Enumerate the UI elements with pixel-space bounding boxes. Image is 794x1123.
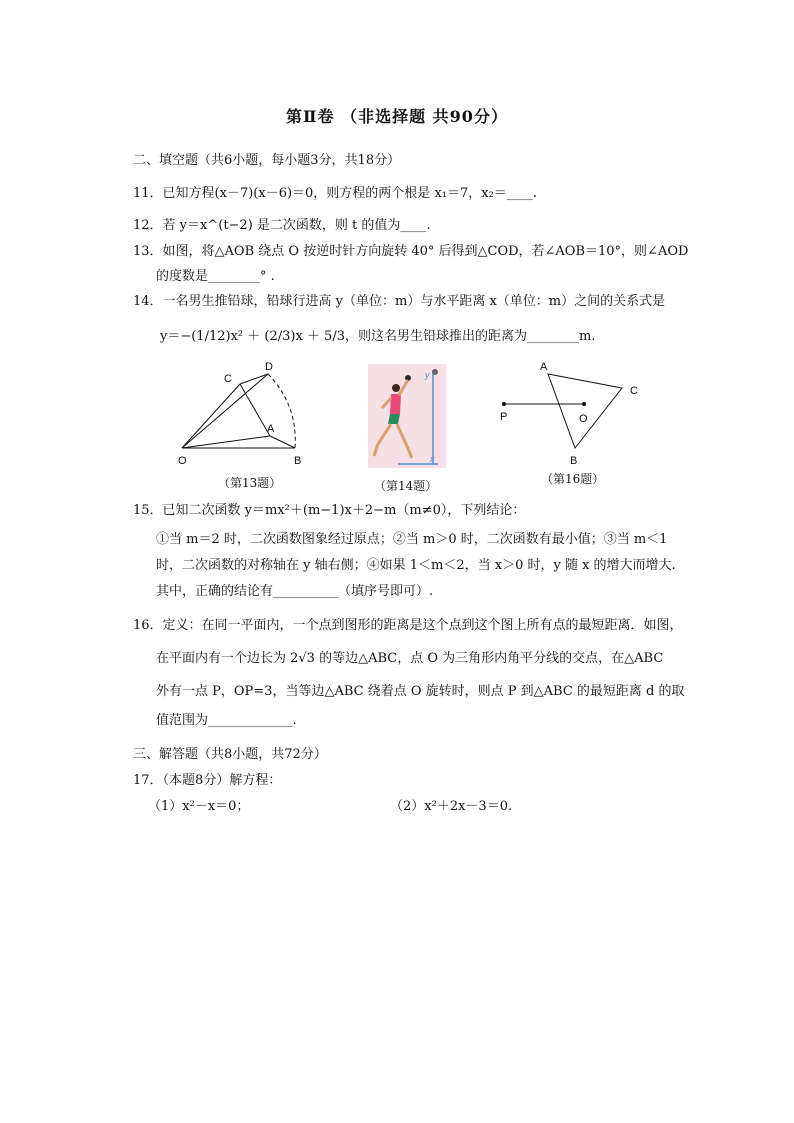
fig13-label-a: A bbox=[267, 423, 275, 435]
question-11: 11．已知方程(x－7)(x－6)＝0，则方程的两个根是 x₁＝7，x₂＝____. bbox=[133, 186, 537, 201]
figure-14-drawing bbox=[368, 364, 446, 468]
figure-16-caption: （第16题） bbox=[541, 472, 605, 486]
question-13-line-1: 13．如图，将△AOB 绕点 O 按逆时针方向旋转 40° 后得到△COD，若∠AOB＝10°，则∠AOD bbox=[133, 244, 689, 259]
fig13-label-b: B bbox=[294, 455, 302, 467]
question-15-line-1: 15．已知二次函数 y＝mx²＋(m−1)x＋2−m（m≠0），下列结论： bbox=[133, 503, 526, 518]
question-16-line-4: 值范围为_____________. bbox=[156, 713, 297, 728]
figure-14-caption: （第14题） bbox=[374, 479, 438, 493]
page-title: 第Ⅱ卷 （非选择题 共90分） bbox=[286, 107, 508, 126]
question-12: 12．若 y＝x^(t−2) 是二次函数，则 t 的值为____. bbox=[133, 218, 431, 233]
figure-13-drawing bbox=[170, 360, 320, 490]
fig16-label-a: A bbox=[540, 361, 548, 373]
section-heading-solutions: 三、解答题（共8小题，共72分） bbox=[133, 747, 327, 762]
figure-14 bbox=[368, 364, 446, 468]
figure-16-drawing bbox=[490, 356, 650, 466]
question-17-stem: 17．（本题8分）解方程： bbox=[133, 773, 282, 788]
fig14-axis-x-label: x bbox=[430, 454, 435, 464]
figure-13-caption: （第13题） bbox=[218, 476, 282, 490]
question-16-line-2: 在平面内有一个边长为 2√3 的等边△ABC，点 O 为三角形内角平分线的交点，在△ABC bbox=[156, 651, 664, 666]
fig16-label-p: P bbox=[500, 411, 508, 423]
question-15-line-3: 时，二次函数的对称轴在 y 轴右侧；④如果 1＜m＜2，当 x＞0 时，y 随 x 的增大而增大. bbox=[156, 558, 676, 573]
question-16-line-1: 16．定义：在同一平面内，一个点到图形的距离是这个点到这个图上所有点的最短距离．如图， bbox=[133, 618, 683, 633]
fig13-label-c: C bbox=[224, 373, 232, 385]
section-heading-fill-in: 二、填空题（共6小题，每小题3分，共18分） bbox=[133, 153, 401, 168]
figure-13 bbox=[170, 360, 320, 490]
question-14-line-2: y＝−(1/12)x² ＋ (2/3)x ＋ 5/3，则这名男生铅球推出的距离为________m. bbox=[160, 329, 596, 344]
fig14-axis-y-label: y bbox=[425, 370, 430, 380]
question-13-line-2: 的度数是________° . bbox=[156, 269, 275, 284]
fig13-label-o: O bbox=[178, 455, 187, 467]
fig16-label-o: O bbox=[579, 413, 588, 425]
question-15-line-4: 其中，正确的结论有__________（填序号即可）. bbox=[156, 584, 434, 599]
fig13-label-d: D bbox=[265, 361, 273, 373]
question-15-line-2: ①当 m＝2 时，二次函数图象经过原点；②当 m＞0 时，二次函数有最小值；③当 m＜1 bbox=[156, 532, 668, 547]
question-17-part-1: （1）x²－x＝0； bbox=[148, 799, 250, 814]
figure-16 bbox=[490, 356, 650, 466]
question-14-line-1: 14．一名男生推铅球，铅球行进高 y（单位：m）与水平距离 x（单位：m）之间的关系式是 bbox=[133, 294, 666, 309]
question-17-part-2: （2）x²＋2x－3＝0. bbox=[390, 799, 513, 814]
fig16-label-c: C bbox=[630, 385, 638, 397]
question-16-line-3: 外有一点 P，OP=3，当等边△ABC 绕着点 O 旋转时，则点 P 到△ABC 的最短距离 d 的取 bbox=[156, 684, 685, 699]
fig16-label-b: B bbox=[570, 455, 578, 466]
